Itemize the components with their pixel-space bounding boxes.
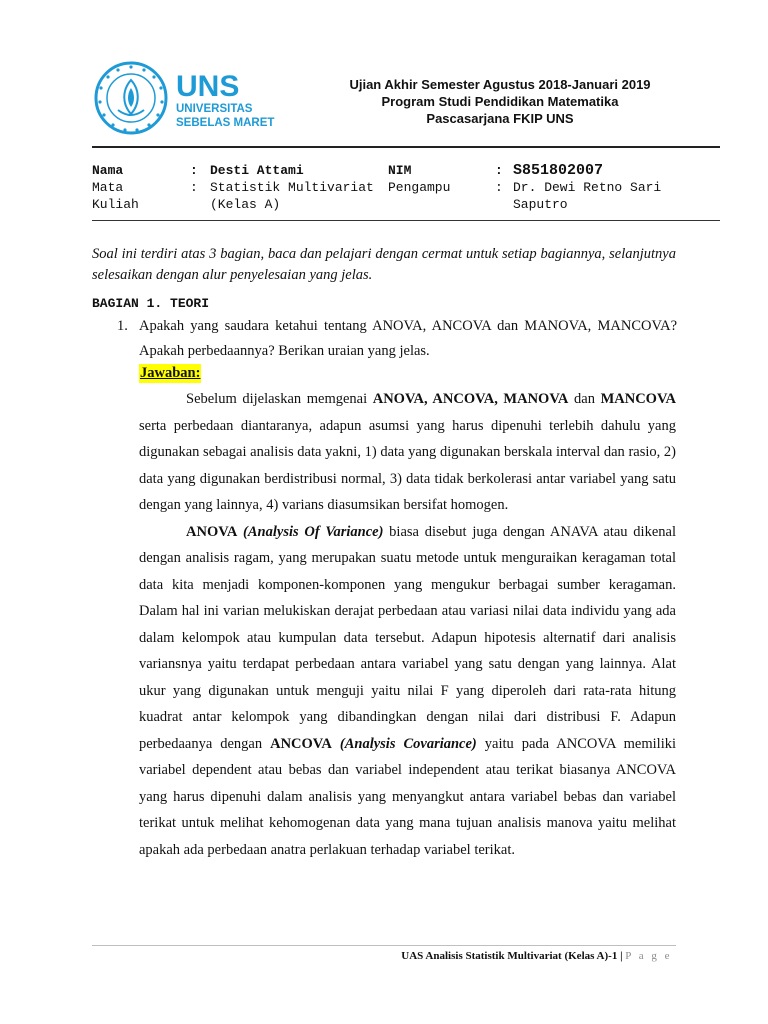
answer-p1-bold-terms: ANOVA, ANCOVA, MANOVA [372, 391, 569, 407]
answer-p2-italic-ancova: (Analysis Covariance) [331, 735, 477, 752]
mata-kuliah-label-line2: Kuliah [92, 197, 139, 212]
nim-separator: : [495, 163, 503, 178]
exam-header [280, 76, 720, 127]
answer-p1-bold-mancova: MANCOVA [600, 391, 677, 407]
student-info [92, 162, 720, 213]
nim-value: S851802007 [513, 162, 604, 179]
answer-p1-text-a: Sebelum dijelaskan memgenai [186, 391, 373, 407]
pengampu-separator: : [495, 180, 503, 195]
section-heading: BAGIAN 1. TEORI [92, 296, 210, 311]
answer-body [139, 386, 676, 863]
footer-separator: | [617, 950, 626, 962]
answer-paragraph-1 [139, 386, 676, 519]
nim-label: NIM [388, 163, 412, 178]
nama-value: Desti Attami [210, 163, 304, 178]
uns-seal-icon [92, 60, 275, 140]
answer-p2-italic-anova: (Analysis Of Variance) [237, 523, 384, 540]
answer-p2-text-f: yaitu pada ANCOVA memiliki variabel dependent atau bebas dan variabel independent atau terikat biasanya ANCOVA yang harus dipenuhi dalam analisis yang menyangkut antara variabel bebas dan variabel terikat untuk melihat kehomogenan data yang mana tujuan analisis manova yaitu melihat apakah ada perbedaan anatra perlakuan terhadap variabel terikat. [139, 735, 676, 858]
header-line-2: Program Studi Pendidikan Matematika [381, 94, 619, 109]
question-number: 1. [117, 318, 128, 334]
instructions: Soal ini terdiri atas 3 bagian, baca dan pelajari dengan cermat untuk setiap bagiannya, selanjutnya selesaikan dengan alur penyelesaian yang jelas. [92, 246, 676, 283]
mata-kuliah-value: Statistik Multivariat (Kelas A) [210, 180, 374, 212]
info-divider [92, 220, 720, 221]
logo-line1: UNIVERSITAS [176, 103, 253, 115]
mata-kuliah-separator: : [190, 180, 198, 195]
answer-p2-bold-ancova: ANCOVA [270, 735, 332, 752]
footer-page-word: P a g e [625, 950, 672, 962]
mata-kuliah-label [92, 179, 139, 213]
logo-line2: SEBELAS MARET [176, 117, 275, 129]
answer-p1-text-c: dan [568, 391, 601, 407]
question-1 [117, 314, 677, 364]
answer-p1-text-e: serta perbedaan diantaranya, adapun asumsi yang harus dipenuhi terlebih dahulu yang digunakan sebagai analisis data yakni, 1) data yang digunakan berskala interval dan rasio, 2) data yang digunakan berdistribusi normal, 3) data tidak berkolerasi antar variabel yang satu dengan yang lainnya, 4) varians diasumsikan bersifat homogen. [139, 417, 676, 513]
header-line-3: Pascasarjana FKIP UNS [426, 111, 574, 126]
pengampu-label: Pengampu [388, 180, 451, 195]
footer-divider [92, 945, 676, 946]
info-row-name [92, 162, 720, 179]
footer-text: UAS Analisis Statistik Multivariat (Kelas A)-1 [401, 950, 618, 962]
answer-label: Jawaban: [140, 365, 201, 381]
answer-p2-bold-anova: ANOVA [186, 523, 238, 540]
mata-kuliah-label-line1: Mata [92, 180, 124, 195]
question-text: Apakah yang saudara ketahui tentang ANOVA, ANCOVA dan MANOVA, MANCOVA? Apakah perbedaannya? Berikan uraian yang jelas. [139, 318, 677, 359]
page-footer [401, 950, 672, 962]
info-row-course [92, 179, 720, 213]
logo-abbr: UNS [176, 70, 240, 103]
header-divider [92, 146, 720, 148]
nama-label: Nama [92, 163, 124, 178]
university-logo [92, 60, 275, 140]
header-line-1: Ujian Akhir Semester Agustus 2018-Januari 2019 [349, 77, 651, 92]
nama-separator: : [190, 163, 198, 178]
pengampu-value: Dr. Dewi Retno Sari Saputro [513, 180, 662, 212]
answer-p2-text-c: biasa disebut juga dengan ANAVA atau dikenal dengan analisis ragam, yang merupakan suatu metode untuk menguraikan keragaman total data kita menjadi komponen-komponen yang mengukur berbagai sumber keragaman. Dalam hal ini varian melukiskan derajat perbedaan atau variasi nilai data individu yang ada dalam kelompok atau kumpulan data tersebut. Adapun hipotesis alternatif dari analisis variansnya yaitu terdapat perbedaan antara variabel yang satu dengan yang lainnya. Alat ukur yang digunakan untuk menguji yaitu nilai F yang diperoleh dari rata-rata hitung kuadrat antar kelompok yang dibandingkan dengan nilai dari distribusi F. Adapun perbedaanya dengan [139, 523, 676, 752]
answer-paragraph-2 [139, 519, 676, 864]
